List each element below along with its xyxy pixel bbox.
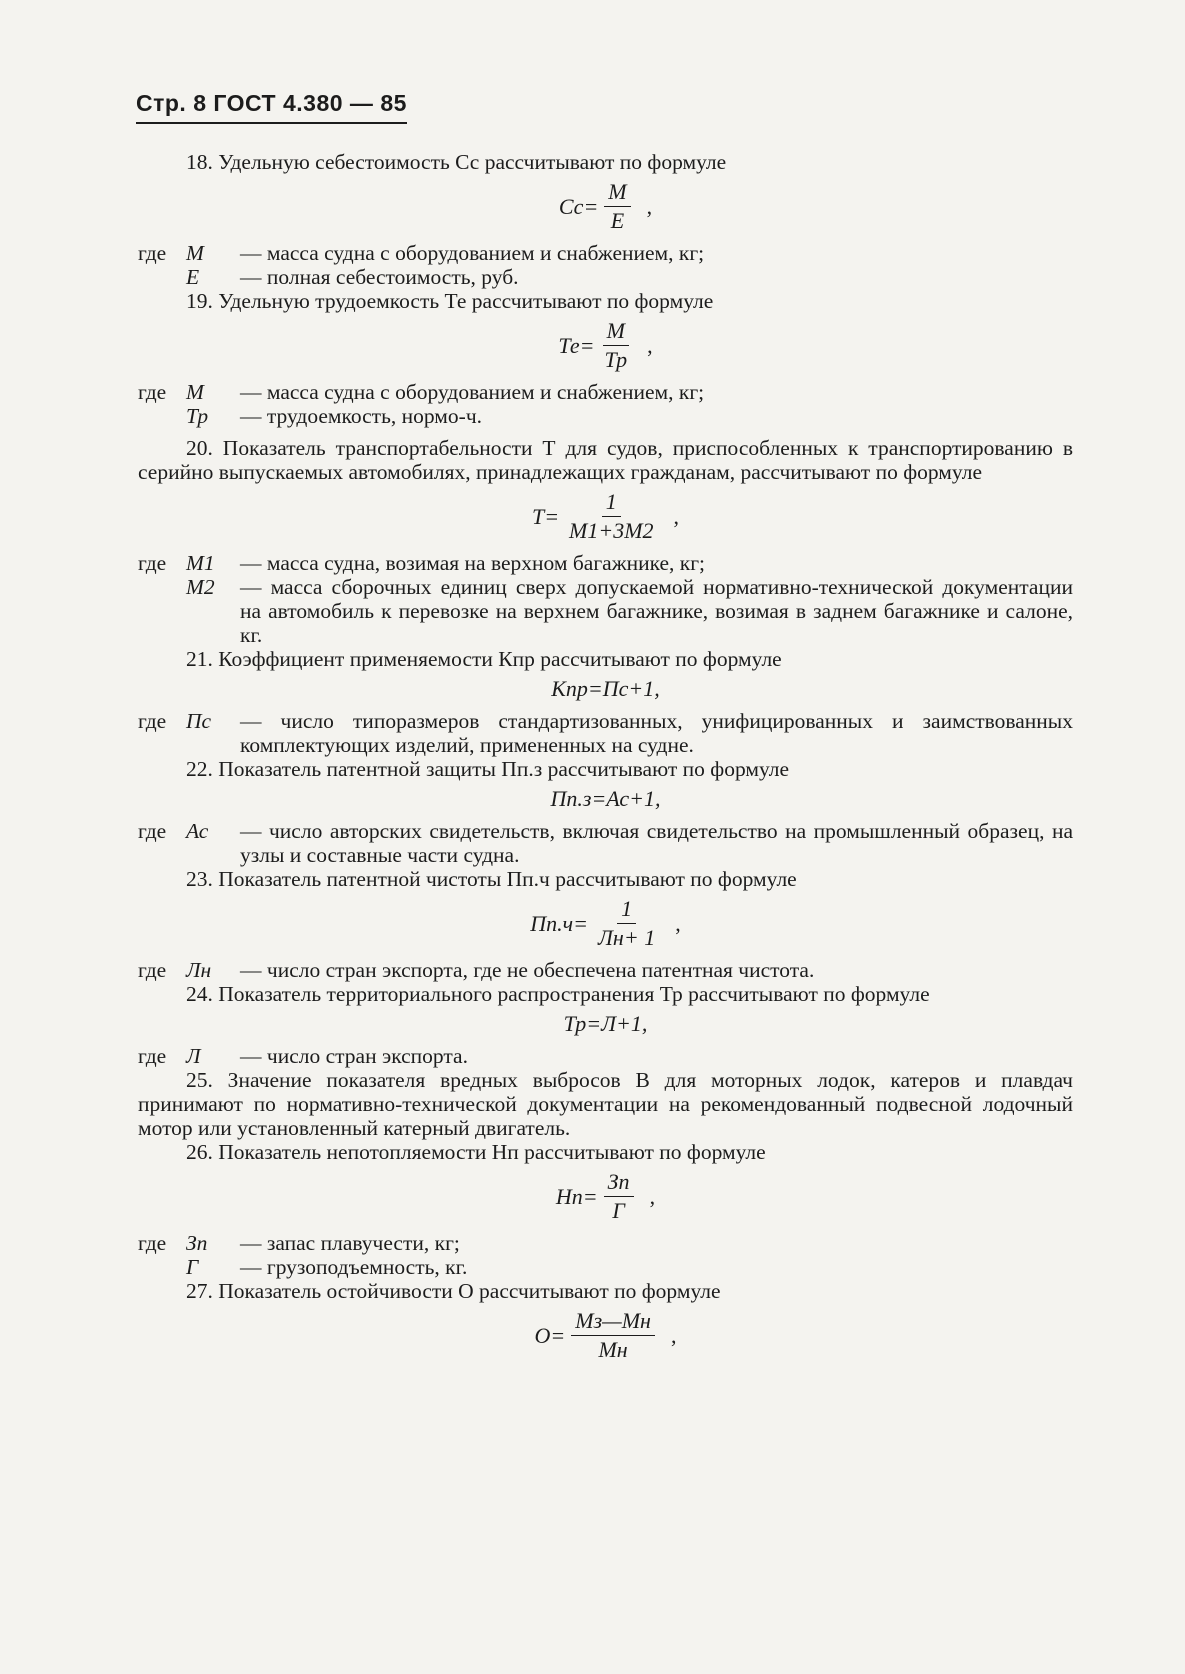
where-label: где — [138, 380, 167, 404]
where-item — [138, 958, 1073, 982]
where-item — [138, 241, 1073, 265]
where-text: — число стран экспорта, где не обеспечена патентная чистота. — [240, 958, 815, 982]
numerator: М — [604, 180, 630, 207]
formula-19 — [138, 319, 1073, 372]
paragraph-26: 26. Показатель непотопляемости Нп рассчитывают по формуле — [186, 1140, 766, 1164]
paragraph-27: 27. Показатель остойчивости О рассчитывают по формуле — [186, 1279, 721, 1303]
formula-lhs: Сс= — [558, 193, 599, 219]
fraction — [600, 319, 631, 372]
where-symbol: Тр — [186, 404, 209, 428]
where-item — [138, 551, 1073, 575]
formula-lhs: Т= — [531, 503, 560, 529]
numerator: 1 — [602, 490, 621, 517]
paragraph-20: 20. Показатель транспортабельности Т для судов, приспособленных к транспортированию в серийно выпускаемых автомобилях, принадлежащих гражданам, рассчитывают по формуле — [138, 436, 1073, 484]
where-item — [138, 709, 1073, 757]
formula-27 — [138, 1309, 1073, 1362]
where-text: — грузоподъемность, кг. — [240, 1255, 468, 1279]
where-label: где — [138, 241, 167, 265]
where-symbol: Лн — [186, 958, 212, 982]
fraction — [565, 490, 658, 543]
formula-20 — [138, 490, 1073, 543]
formula-text: Пп.з=Ас+1, — [550, 786, 661, 811]
where-symbol: Пс — [186, 709, 212, 733]
where-text: — масса судна с оборудованием и снабжением, кг; — [240, 380, 705, 404]
where-label: где — [138, 709, 167, 733]
where-symbol: М2 — [186, 575, 215, 599]
where-label: где — [138, 958, 167, 982]
paragraph-22: 22. Показатель патентной защиты Пп.з рассчитывают по формуле — [186, 757, 790, 781]
denominator: Г — [612, 1198, 625, 1223]
denominator: Е — [610, 208, 625, 233]
denominator: Тр — [604, 347, 628, 372]
formula-lhs: Нп= — [555, 1183, 598, 1209]
where-item — [138, 1255, 1073, 1279]
fraction — [604, 180, 630, 233]
formula-lhs: Пп.ч= — [530, 910, 589, 936]
formula-23 — [138, 897, 1073, 950]
formula-22 — [138, 787, 1073, 811]
where-text: — трудоемкость, нормо-ч. — [240, 404, 483, 428]
where-text: — запас плавучести, кг; — [240, 1231, 460, 1255]
where-text: — число стран экспорта. — [240, 1044, 468, 1068]
formula-tail: , — [649, 1183, 656, 1209]
formula-24 — [138, 1012, 1073, 1036]
where-item — [138, 380, 1073, 404]
fraction — [571, 1309, 655, 1362]
where-item — [138, 1044, 1073, 1068]
where-symbol: Зп — [186, 1231, 208, 1255]
paragraph-19: 19. Удельную трудоемкость Те рассчитывают по формуле — [186, 289, 714, 313]
formula-text: Тр=Л+1, — [563, 1011, 648, 1036]
where-text: — полная себестоимость, руб. — [240, 265, 519, 289]
where-symbol: Л — [186, 1044, 201, 1068]
formula-lhs: О= — [534, 1322, 566, 1348]
paragraph-18: 18. Удельную себестоимость Сс рассчитывают по формуле — [186, 150, 727, 174]
where-item — [138, 819, 1073, 867]
where-label: где — [138, 819, 167, 843]
page-content — [138, 150, 1073, 1370]
formula-tail: , — [646, 193, 653, 219]
page-header: Стр. 8 ГОСТ 4.380 — 85 — [136, 90, 407, 124]
formula-text: Кпр=Пс+1, — [551, 676, 660, 701]
formula-tail: , — [647, 332, 653, 358]
where-item — [138, 404, 1073, 428]
numerator: 1 — [617, 897, 636, 924]
where-text: — масса судна с оборудованием и снабжением, кг; — [240, 241, 705, 265]
paragraph-21: 21. Коэффициент применяемости Кпр рассчитывают по формуле — [186, 647, 782, 671]
formula-tail: , — [670, 1322, 677, 1348]
where-symbol: Е — [186, 265, 200, 289]
formula-26 — [138, 1170, 1073, 1223]
numerator: Зп — [604, 1170, 634, 1197]
where-symbol: Г — [186, 1255, 199, 1279]
where-text: — масса судна, возимая на верхном багажнике, кг; — [240, 551, 706, 575]
where-label: где — [138, 1044, 167, 1068]
where-symbol: М — [186, 380, 204, 404]
numerator: М — [603, 319, 629, 346]
where-text: — число типоразмеров стандартизованных, унифицированных и заимствованных комплектующих изделий, примененных на судне. — [240, 709, 1073, 757]
where-item — [138, 265, 1073, 289]
denominator: Мн — [598, 1337, 628, 1362]
formula-lhs: Те= — [558, 332, 595, 358]
where-text: — число авторских свидетельств, включая свидетельство на промышленный образец, на узлы и составные части судна. — [240, 819, 1073, 867]
paragraph-25: 25. Значение показателя вредных выбросов В для моторных лодок, катеров и плавдач принимают по нормативно-технической документации на рекомендованный подвесной лодочный мотор или установленный катерный двигатель. — [138, 1068, 1073, 1140]
formula-18 — [138, 180, 1073, 233]
formula-tail: , — [673, 503, 680, 529]
where-text: — масса сборочных единиц сверх допускаемой нормативно-технической документации на автомобиль к перевозке на верхнем багажнике, возимая в заднем багажнике и салоне, кг. — [240, 575, 1073, 647]
numerator: Мз—Мн — [571, 1309, 655, 1336]
where-symbol: М1 — [186, 551, 215, 575]
where-label: где — [138, 1231, 167, 1255]
formula-21 — [138, 677, 1073, 701]
denominator: М1+3М2 — [569, 518, 654, 543]
paragraph-24: 24. Показатель территориального распространения Тр рассчитывают по формуле — [186, 982, 930, 1006]
where-item — [138, 575, 1073, 647]
fraction — [594, 897, 659, 950]
formula-tail: , — [675, 910, 681, 936]
where-symbol: Ас — [186, 819, 209, 843]
where-item — [138, 1231, 1073, 1255]
paragraph-23: 23. Показатель патентной чистоты Пп.ч рассчитывают по формуле — [186, 867, 797, 891]
where-label: где — [138, 551, 167, 575]
fraction — [604, 1170, 634, 1223]
where-symbol: М — [186, 241, 204, 265]
denominator: Лн+ 1 — [598, 925, 656, 950]
